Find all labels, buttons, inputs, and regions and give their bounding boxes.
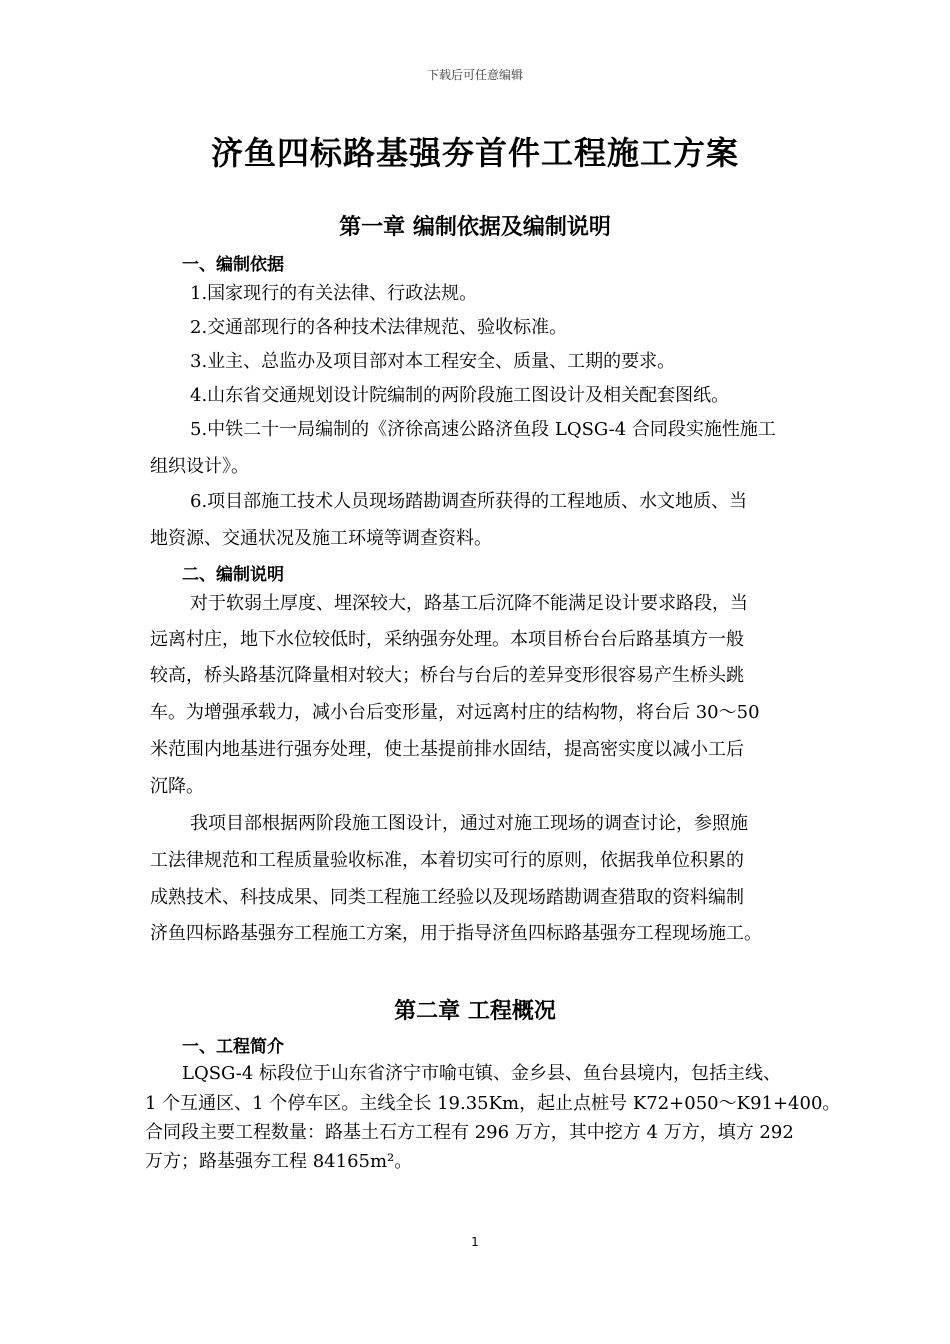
basis-item: 6.项目部施工技术人员现场踏勘调查所获得的工程地质、水文地质、当 (190, 491, 748, 512)
section-intro-heading: 一、工程简介 (182, 1037, 284, 1057)
paragraph-line: 1 个互通区、1 个停车区。主线全长 19.35Km，起止点桩号 K72+050～K91+400。 (145, 1093, 841, 1114)
paragraph-line: 济鱼四标路基强夯工程施工方案，用于指导济鱼四标路基强夯工程现场施工。 (150, 923, 762, 944)
paragraph-line: 我项目部根据两阶段施工图设计，通过对施工现场的调查讨论，参照施 (190, 813, 748, 834)
header-note: 下载后可任意编辑 (426, 68, 523, 82)
paragraph-line: 沉降。 (150, 776, 204, 797)
paragraph-line: 万方；路基强夯工程 84165m²。 (145, 1151, 413, 1172)
section-description-heading: 二、编制说明 (182, 565, 284, 585)
chapter-2-heading: 第二章 工程概况 (394, 999, 556, 1024)
paragraph-line: 成熟技术、科技成果、同类工程施工经验以及现场踏勘调查猎取的资料编制 (150, 887, 744, 908)
paragraph-line: 较高，桥头路基沉降量相对较大；桥台与台后的差异变形很容易产生桥头跳 (150, 665, 744, 686)
basis-item: 2.交通部现行的各种技术法律规范、验收标准。 (190, 317, 568, 338)
paragraph-line: 合同段主要工程数量：路基土石方工程有 296 万方，其中挖方 4 万方，填方 292 (145, 1122, 794, 1143)
section-basis-heading: 一、编制依据 (182, 255, 284, 275)
basis-item-continued: 组织设计》。 (150, 456, 249, 477)
basis-item: 3.业主、总监办及项目部对本工程安全、质量、工期的要求。 (190, 351, 676, 372)
paragraph-line: 米范围内地基进行强夯处理，使土基提前排水固结，提高密实度以减小工后 (150, 739, 744, 760)
paragraph-line: 车。为增强承载力，减小台后变形量，对远离村庄的结构物，将台后 30～50 (150, 702, 760, 723)
page-number: 1 (471, 1235, 479, 1249)
basis-item: 1.国家现行的有关法律、行政法规。 (190, 283, 478, 304)
basis-item-continued: 地资源、交通状况及施工环境等调查资料。 (150, 528, 492, 549)
paragraph-line: 工法律规范和工程质量验收标准，本着切实可行的原则，依据我单位积累的 (150, 850, 744, 871)
chapter-1-heading: 第一章 编制依据及编制说明 (339, 215, 611, 240)
basis-item: 4.山东省交通规划设计院编制的两阶段施工图设计及相关配套图纸。 (190, 385, 730, 406)
paragraph-line: 对于软弱土厚度、埋深较大，路基工后沉降不能满足设计要求路段，当 (190, 593, 748, 614)
basis-item: 5.中铁二十一局编制的《济徐高速公路济鱼段 LQSG-4 合同段实施性施工 (190, 419, 776, 440)
paragraph-line: LQSG-4 标段位于山东省济宁市喻屯镇、金乡县、鱼台县境内，包括主线、 (182, 1063, 782, 1084)
document-title: 济鱼四标路基强夯首件工程施工方案 (210, 134, 739, 172)
paragraph-line: 远离村庄，地下水位较低时，采纳强夯处理。本项目桥台台后路基填方一般 (150, 629, 744, 650)
